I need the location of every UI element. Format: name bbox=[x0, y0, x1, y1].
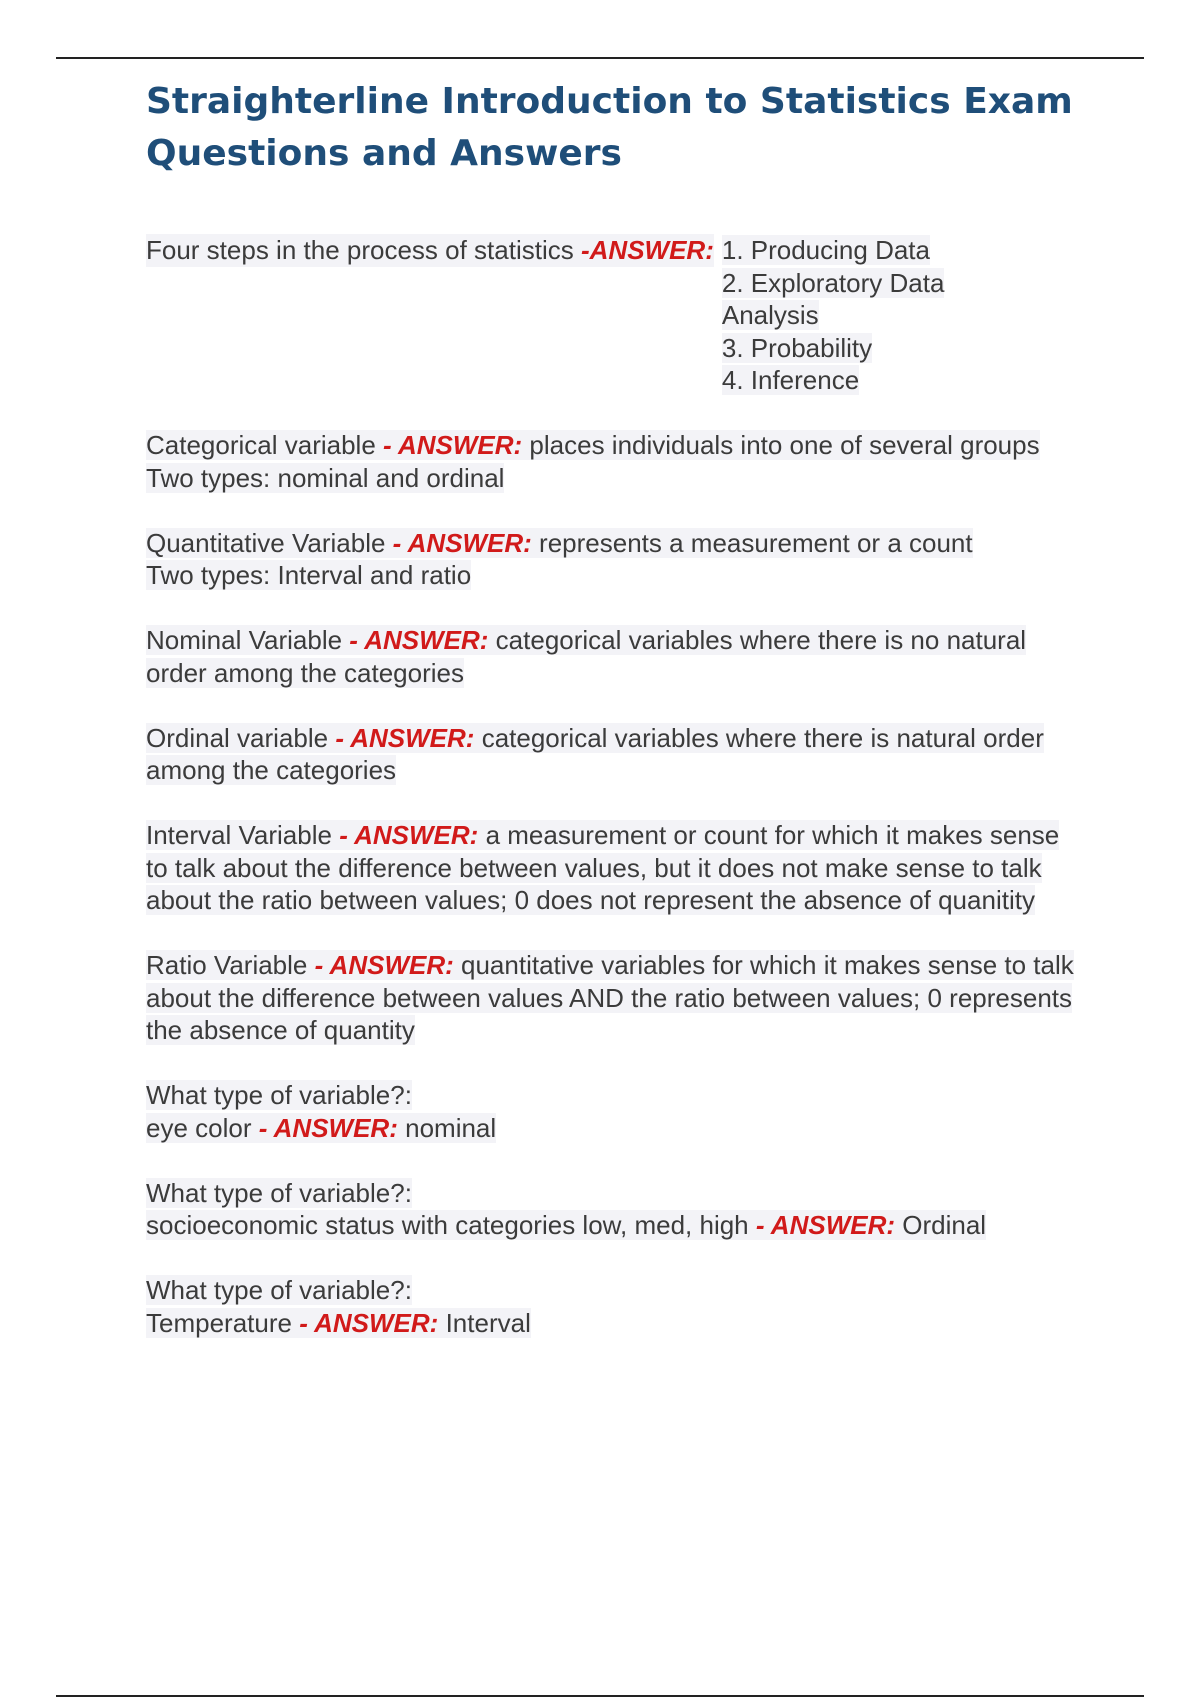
list-item: 4. Inference bbox=[721, 365, 860, 395]
qa-content bbox=[146, 234, 1086, 1372]
qa-answer: categorical variables where there is no natural order among the categories bbox=[146, 625, 1027, 688]
list-item: 2. Exploratory Data Analysis bbox=[721, 267, 945, 330]
answer-label: - ANSWER: bbox=[383, 430, 523, 460]
qa-note: Two types: Interval and ratio bbox=[146, 560, 472, 590]
list-item: 1. Producing Data bbox=[721, 235, 930, 265]
answer-label: - ANSWER: bbox=[299, 1307, 439, 1338]
steps-list bbox=[722, 234, 967, 397]
answer-label: - ANSWER: bbox=[392, 527, 532, 558]
list-item: 3. Probability bbox=[721, 332, 873, 363]
qa-item-quantitative bbox=[146, 527, 1086, 592]
qa-question: socioeconomic status with categories low, med, high bbox=[146, 1210, 749, 1240]
qa-item-categorical bbox=[146, 429, 1086, 494]
qa-question-wrap bbox=[146, 234, 714, 267]
qa-item-ratio bbox=[146, 949, 1086, 1047]
qa-question: Quantitative Variable bbox=[146, 527, 386, 558]
qa-item-steps bbox=[146, 234, 1086, 397]
qa-item-eye-color bbox=[146, 1079, 1086, 1144]
qa-answer: Ordinal bbox=[902, 1210, 987, 1240]
qa-item-interval bbox=[146, 819, 1086, 917]
qa-item-socioeconomic bbox=[146, 1177, 1086, 1242]
qa-question: eye color bbox=[146, 1112, 252, 1143]
answer-label: - ANSWER: bbox=[755, 1210, 896, 1240]
qa-question: Nominal Variable bbox=[146, 625, 343, 655]
qa-answer: places individuals into one of several groups bbox=[529, 430, 1040, 460]
answer-label: - ANSWER: bbox=[349, 625, 489, 655]
answer-label: - ANSWER: bbox=[314, 950, 454, 980]
qa-answer: represents a measurement or a count bbox=[539, 527, 973, 558]
qa-answer: quantitative variables for which it makes sense to talk about the difference between values AND the ratio between values; 0 represents the absence of quantity bbox=[146, 950, 1074, 1045]
answer-label: - ANSWER: bbox=[339, 820, 479, 850]
qa-answer: categorical variables where there is natural order among the categories bbox=[146, 722, 1044, 785]
qa-item-temperature bbox=[146, 1274, 1086, 1339]
qa-prompt: What type of variable?: bbox=[146, 1080, 412, 1110]
answer-label: - ANSWER: bbox=[335, 722, 475, 753]
qa-prompt: What type of variable?: bbox=[146, 1177, 412, 1208]
qa-question: Four steps in the process of statistics bbox=[146, 235, 574, 265]
answer-label: -ANSWER: bbox=[580, 235, 714, 265]
qa-answer: nominal bbox=[405, 1112, 497, 1143]
page-title: Straighterline Introduction to Statistics Exam Questions and Answers bbox=[146, 81, 1073, 174]
qa-note: Two types: nominal and ordinal bbox=[146, 462, 505, 493]
qa-answer: a measurement or count for which it makes sense to talk about the difference between values, but it does not make sense to talk about the ratio between values; 0 does not represent the absence of quanitity bbox=[146, 820, 1060, 915]
qa-answer: Interval bbox=[445, 1307, 531, 1338]
top-rule bbox=[56, 57, 1144, 59]
qa-question: Temperature bbox=[146, 1307, 292, 1338]
qa-prompt: What type of variable?: bbox=[146, 1275, 412, 1305]
qa-question: Interval Variable bbox=[146, 820, 332, 850]
qa-item-ordinal bbox=[146, 722, 1086, 787]
qa-question: Ordinal variable bbox=[146, 722, 329, 753]
qa-question: Ratio Variable bbox=[146, 950, 308, 980]
qa-item-nominal bbox=[146, 624, 1086, 689]
answer-label: - ANSWER: bbox=[258, 1112, 398, 1143]
qa-question: Categorical variable bbox=[146, 430, 376, 460]
bottom-rule bbox=[56, 1695, 1144, 1697]
